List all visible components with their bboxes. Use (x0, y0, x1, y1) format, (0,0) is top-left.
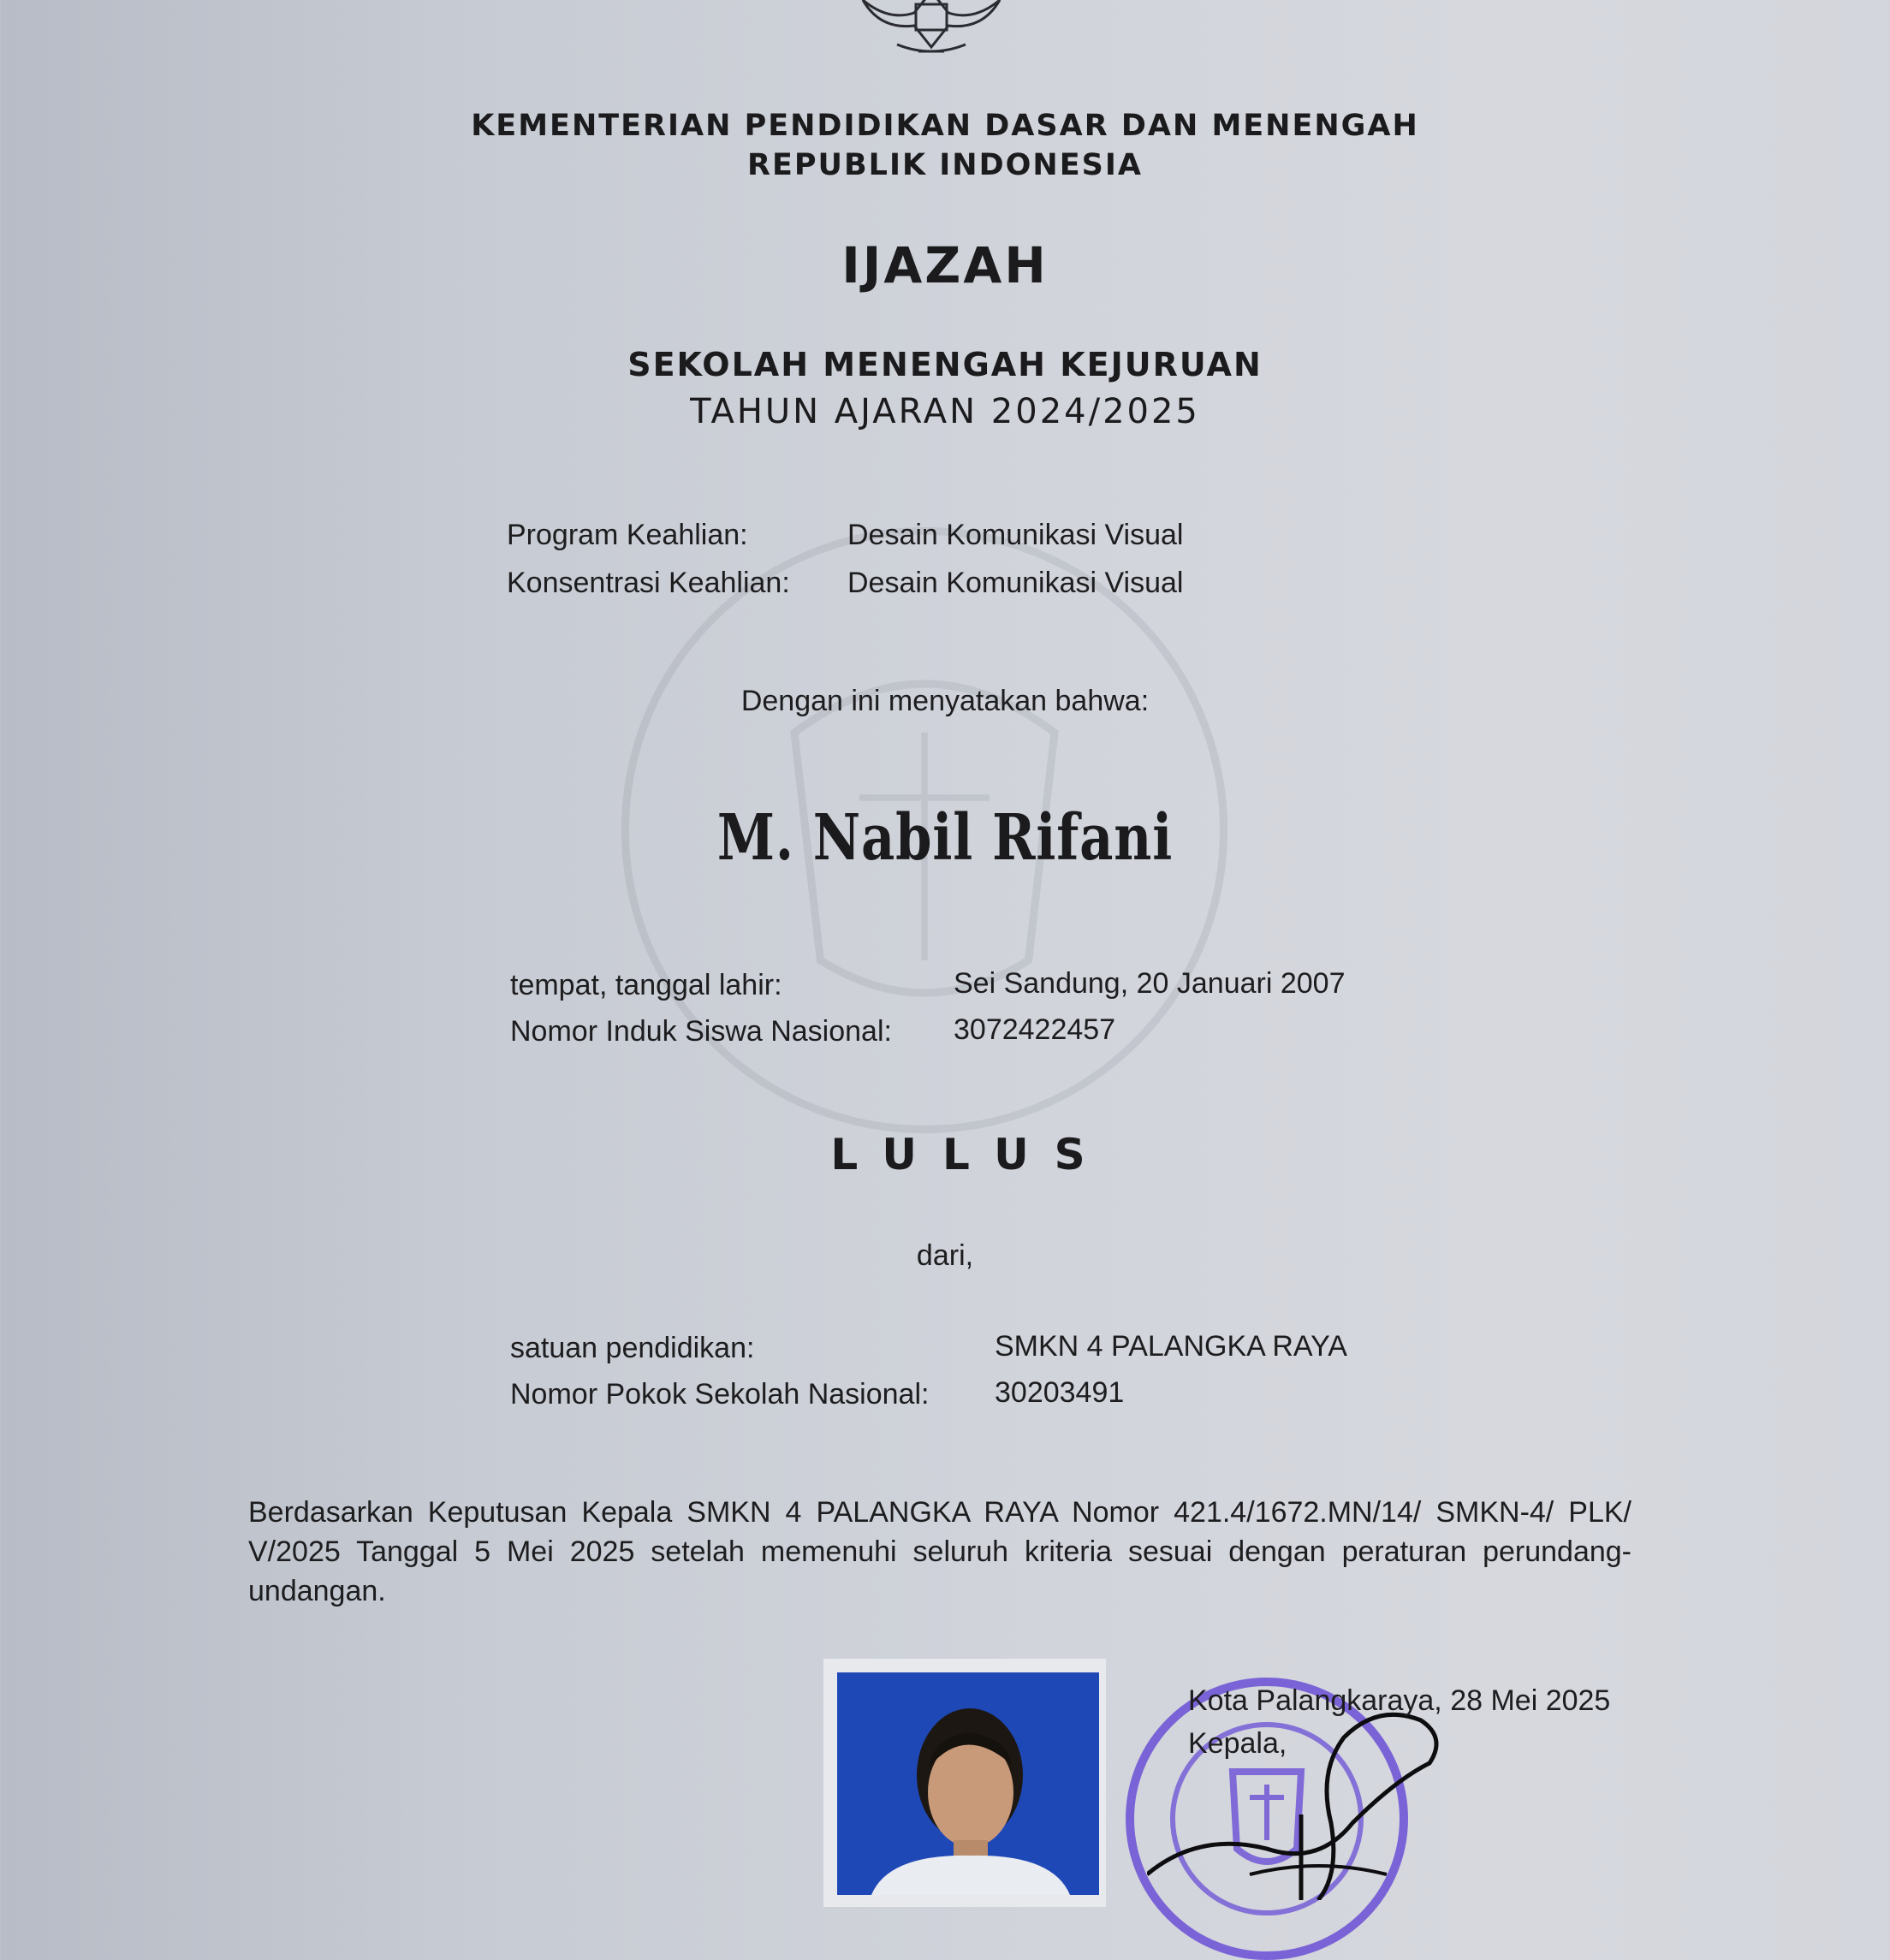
garuda-emblem-icon (846, 0, 1017, 60)
graduation-status: LULUS (830, 1130, 1111, 1179)
country-name: REPUBLIK INDONESIA (747, 148, 1143, 182)
declaration-text: Dengan ini menyatakan bahwa: (740, 685, 1150, 717)
student-name: M. Nabil Rifani (716, 801, 1174, 875)
nisn-value: 3072422457 (954, 1013, 1116, 1046)
birth-label: tempat, tanggal lahir: (510, 969, 782, 1001)
program-value: Desain Komunikasi Visual (847, 519, 1184, 551)
decree-paragraph: Berdasarkan Keputusan Kepala SMKN 4 PALANGKA RAYA Nomor 421.4/1672.MN/14/ SMKN-4/ PLK/ V/2025 Tanggal 5 Mei 2025 setelah memenuhi seluruh kriteria sesuai dengan peraturan perundang-undangan. (248, 1496, 1631, 1607)
school-unit-label: satuan pendidikan: (510, 1332, 755, 1364)
signature-place-date: Kota Palangkaraya, 28 Mei 2025 (1188, 1684, 1611, 1717)
concentration-value: Desain Komunikasi Visual (847, 567, 1184, 599)
nisn-label: Nomor Induk Siswa Nasional: (510, 1015, 892, 1048)
npsn-label: Nomor Pokok Sekolah Nasional: (510, 1378, 930, 1411)
school-unit-value: SMKN 4 PALANGKA RAYA (995, 1330, 1347, 1363)
npsn-value: 30203491 (995, 1376, 1125, 1409)
birth-value: Sei Sandung, 20 Januari 2007 (954, 967, 1346, 1000)
student-photo (837, 1672, 1099, 1895)
academic-year: TAHUN AJARAN 2024/2025 (690, 392, 1200, 431)
ministry-name: KEMENTERIAN PENDIDIKAN DASAR DAN MENENGAH (471, 109, 1419, 143)
student-portrait-icon (837, 1672, 1099, 1895)
school-type: SEKOLAH MENENGAH KEJURUAN (627, 346, 1263, 383)
concentration-label: Konsentrasi Keahlian: (507, 567, 790, 599)
program-label: Program Keahlian: (507, 519, 748, 551)
signature-role: Kepala, (1188, 1727, 1287, 1760)
certificate-title: IJAZAH (841, 236, 1049, 294)
from-text: dari, (916, 1239, 974, 1272)
